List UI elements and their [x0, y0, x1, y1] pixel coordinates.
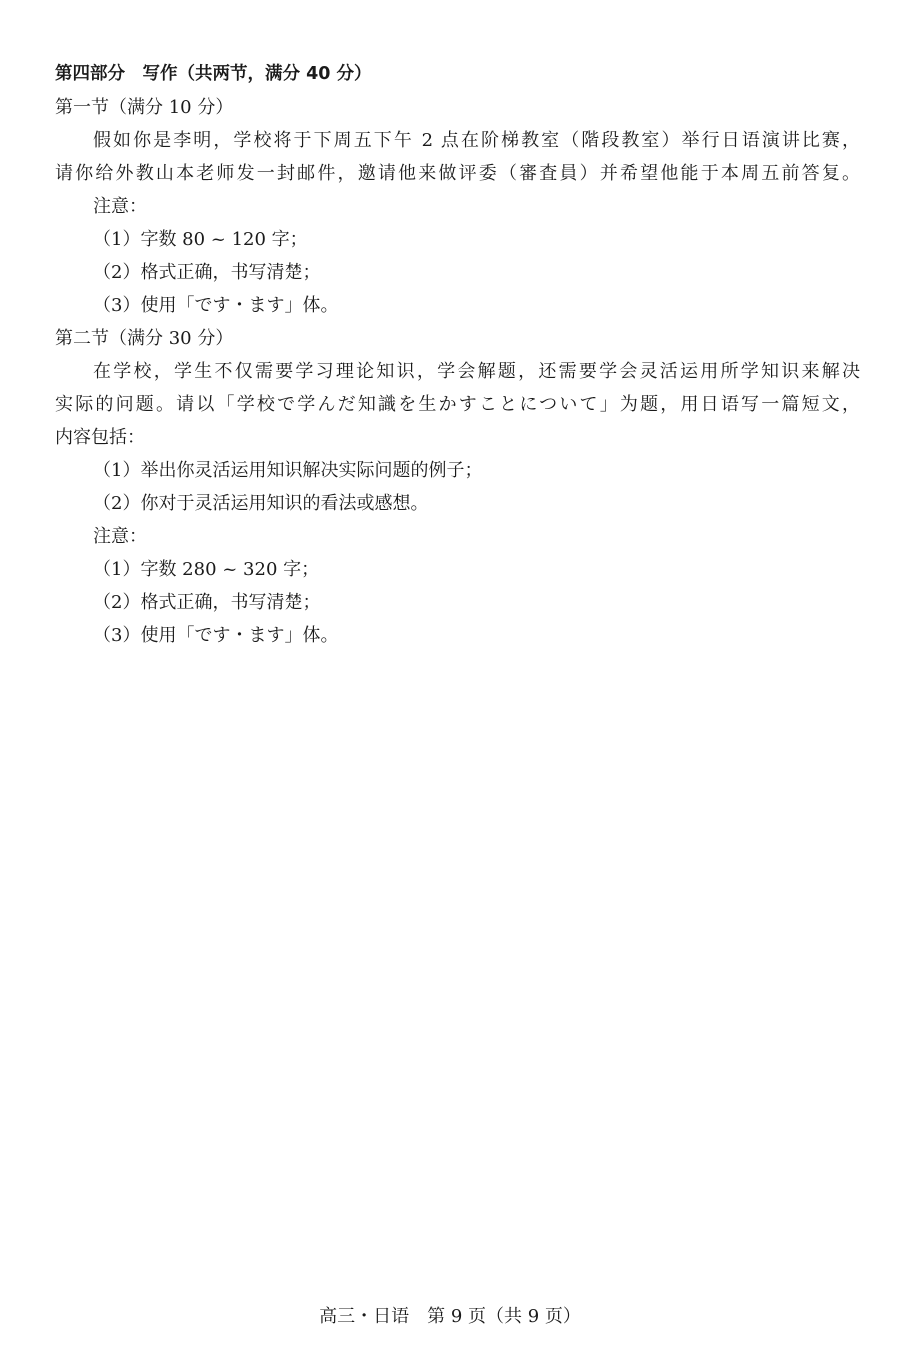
section-two-note-3: （3）使用「です・ます」体。: [93, 625, 339, 646]
page-footer: 高三・日语 第 9 页（共 9 页）: [319, 1306, 581, 1327]
section-one-prompt-line-1: 假如你是李明，学校将于下周五下午 2 点在阶梯教室（階段教室）举行日语演讲比赛，: [93, 130, 860, 151]
section-two-content-2: （2）你对于灵活运用知识的看法或感想。: [93, 493, 429, 514]
section-one-note-label: 注意：: [93, 196, 147, 217]
section-two-note-2: （2）格式正确，书写清楚；: [93, 592, 321, 613]
section-two-content-1: （1）举出你灵活运用知识解决实际问题的例子；: [93, 460, 483, 481]
section-two-note-label: 注意：: [93, 526, 147, 547]
section-two-prompt-line-2: 实际的问题。请以「学校で学んだ知識を生かすことについて」为题，用日语写一篇短文，: [55, 394, 860, 415]
section-two-prompt-line-3: 内容包括：: [55, 427, 145, 448]
section-one-prompt-line-2: 请你给外教山本老师发一封邮件，邀请他来做评委（審査員）并希望他能于本周五前答复。: [55, 163, 860, 184]
section-one-note-2: （2）格式正确，书写清楚；: [93, 262, 321, 283]
writing-section: [55, 58, 860, 652]
part-four-heading: 第四部分 写作（共两节，满分 40 分）: [55, 64, 372, 84]
section-one-note-3: （3）使用「です・ます」体。: [93, 295, 339, 316]
section-one-title: 第一节（满分 10 分）: [55, 97, 234, 118]
section-two-title: 第二节（满分 30 分）: [55, 328, 234, 349]
section-two-prompt-line-1: 在学校，学生不仅需要学习理论知识，学会解题，还需要学会灵活运用所学知识来解决: [93, 361, 860, 382]
section-two-note-1: （1）字数 280 ~ 320 字；: [93, 559, 320, 580]
section-one-note-1: （1）字数 80 ~ 120 字；: [93, 229, 308, 250]
